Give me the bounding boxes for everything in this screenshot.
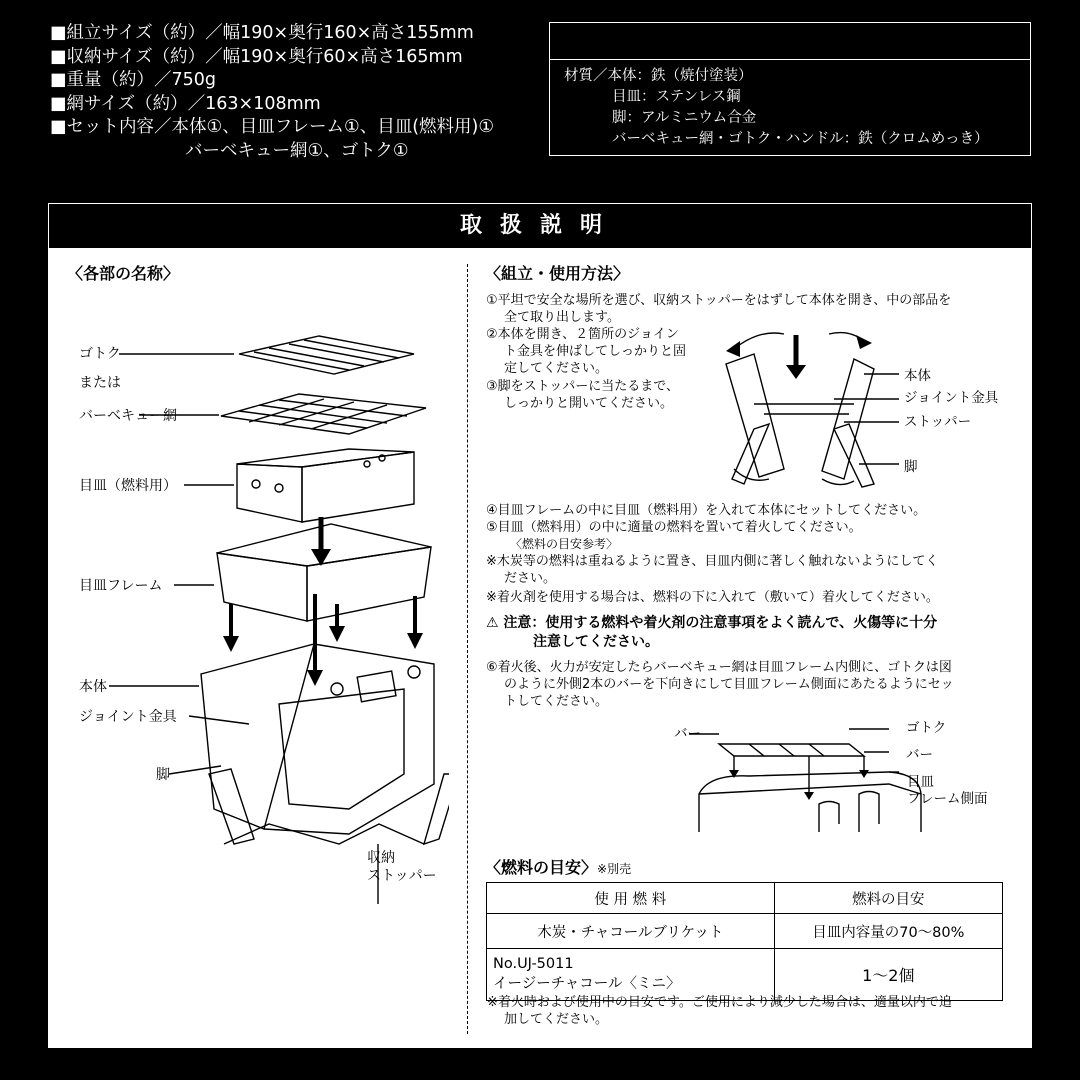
gotoku-illustration [239, 336, 414, 374]
fuel-r2-name: イージーチャコール〈ミニ〉 [493, 976, 681, 992]
label-gotoku: ゴトク [79, 346, 121, 362]
assembly-heading: 〈組立・使用方法〉 [485, 264, 630, 283]
spec-net-size: ■網サイズ（約）／163×108mm [50, 93, 321, 114]
fig-label-frame-2: フレーム側面 [907, 791, 988, 807]
step-2b: ト金具を伸ばしてしっかりと固 [504, 344, 687, 359]
fuel-tray-illustration [237, 449, 414, 522]
material-net: バーベキュー網・ゴトク・ハンドル：鉄（クロムめっき） [612, 131, 989, 147]
label-body: 本体 [79, 679, 107, 695]
step-6a: ⑥着火後、火力が安定したらバーベキュー網は目皿フレーム内側に、ゴトクは図 [486, 660, 952, 675]
fuel-col-amount: 燃料の目安 [774, 883, 1002, 914]
fuel-note-b: 加してください。 [504, 1012, 609, 1027]
panel-title: 取扱説明 [49, 204, 1031, 248]
step-2c: 定してください。 [504, 361, 609, 376]
parts-heading: 〈各部の名称〉 [67, 264, 180, 283]
materials-box-header [550, 23, 1030, 60]
body-illustration [201, 644, 449, 844]
gotoku-placement-diagram [689, 714, 929, 834]
material-medara: 目皿：ステンレス鋼 [612, 89, 741, 105]
fuel-heading-sub: ※別売 [597, 862, 632, 876]
label-medara-frame: 目皿フレーム [79, 578, 163, 594]
label-bbq-net: バーベキュー網 [79, 408, 177, 424]
fuel-r2-amount: 1〜2個 [774, 949, 1002, 1001]
opening-diagram [714, 319, 934, 494]
spec-set-contents-cont: バーベキュー網①、ゴトク① [185, 140, 409, 161]
fuel-heading [485, 855, 631, 878]
material-body: 材質／本体：鉄（焼付塗装） [564, 68, 753, 84]
fuel-table [486, 882, 1003, 1001]
label-fuel-tray: 目皿（燃料用） [79, 478, 177, 494]
step-3a: ③脚をストッパーに当たるまで、 [486, 379, 680, 394]
label-or: または [79, 375, 121, 391]
step-5-ref: 〈燃料の目安参考〉 [510, 537, 619, 551]
step-2a: ②本体を開き、２箇所のジョイン [486, 327, 679, 342]
spec-list [50, 22, 550, 163]
fig-label-body: 本体 [904, 368, 931, 384]
fuel-r2-model: No.UJ-5011 [493, 956, 574, 972]
materials-box [549, 22, 1031, 156]
label-stopper-2: ストッパー [367, 868, 437, 884]
column-divider [467, 264, 468, 1034]
bbq-net-illustration [221, 394, 426, 434]
warning-b: 注意してください。 [533, 634, 659, 650]
frame-illustration [217, 524, 431, 621]
fig-label-bar-left: バー [674, 726, 701, 742]
fuel-col-fuel: 使 用 燃 料 [487, 883, 775, 914]
fig-label-bar-right: バー [906, 747, 933, 763]
step-6b: のように外側2本のバーを下向きにして目皿フレーム側面にあたるようにセッ [504, 677, 954, 692]
fuel-table-header [487, 883, 1003, 914]
note-2: ※着火剤を使用する場合は、燃料の下に入れて（敷いて）着火してください。 [486, 590, 939, 605]
warning-a: ⚠ 注意：使用する燃料や着火剤の注意事項をよく読んで、火傷等に十分 [486, 615, 938, 631]
fuel-r1-amount: 目皿内容量の70〜80% [774, 914, 1002, 949]
step-1b: 全て取り出します。 [504, 310, 620, 325]
step-1a: ①平坦で安全な場所を選び、収納ストッパーをはずして本体を開き、中の部品を [486, 293, 952, 308]
step-6c: トしてください。 [504, 694, 609, 709]
step-4: ④目皿フレームの中に目皿（燃料用）を入れて本体にセットしてください。 [486, 503, 927, 518]
fuel-r2-fuel [487, 949, 775, 1001]
note-1a: ※木炭等の燃料は重ねるように置き、目皿内側に著しく触れないようにしてく [486, 554, 939, 569]
spec-set-contents: ■セット内容／本体①、目皿フレーム①、目皿(燃料用)① [50, 117, 495, 137]
fuel-heading-text: 〈燃料の目安〉 [485, 858, 598, 877]
spec-assembled-size: ■組立サイズ（約）／幅190×奥行160×高さ155mm [50, 23, 474, 43]
instruction-panel [48, 203, 1032, 1048]
fig-label-joint: ジョイント金具 [904, 390, 999, 406]
table-row [487, 914, 1003, 949]
fig-label-gotoku: ゴトク [906, 720, 947, 736]
label-stopper-1: 収納 [367, 850, 395, 866]
fuel-note-a: ※着火時および使用中の目安です。ご使用により減少した場合は、適量以内で追 [487, 995, 952, 1010]
label-leg: 脚 [156, 767, 170, 783]
spec-weight: ■重量（約）／750g [50, 70, 217, 90]
step-3b: しっかりと開いてください。 [504, 396, 674, 411]
fig-label-leg: 脚 [904, 459, 918, 475]
step-5: ⑤目皿（燃料用）の中に適量の燃料を置いて着火してください。 [486, 520, 862, 535]
table-row [487, 949, 1003, 1001]
fuel-r1-fuel: 木炭・チャコールブリケット [487, 914, 775, 949]
fig-label-frame-1: 目皿 [907, 774, 934, 790]
exploded-diagram [49, 304, 449, 904]
note-1b: ださい。 [504, 571, 557, 586]
fig-label-stopper: ストッパー [904, 414, 972, 430]
material-leg: 脚：アルミニウム合金 [612, 110, 757, 126]
label-joint: ジョイント金具 [79, 709, 177, 725]
spec-storage-size: ■収納サイズ（約）／幅190×奥行60×高さ165mm [50, 46, 463, 67]
